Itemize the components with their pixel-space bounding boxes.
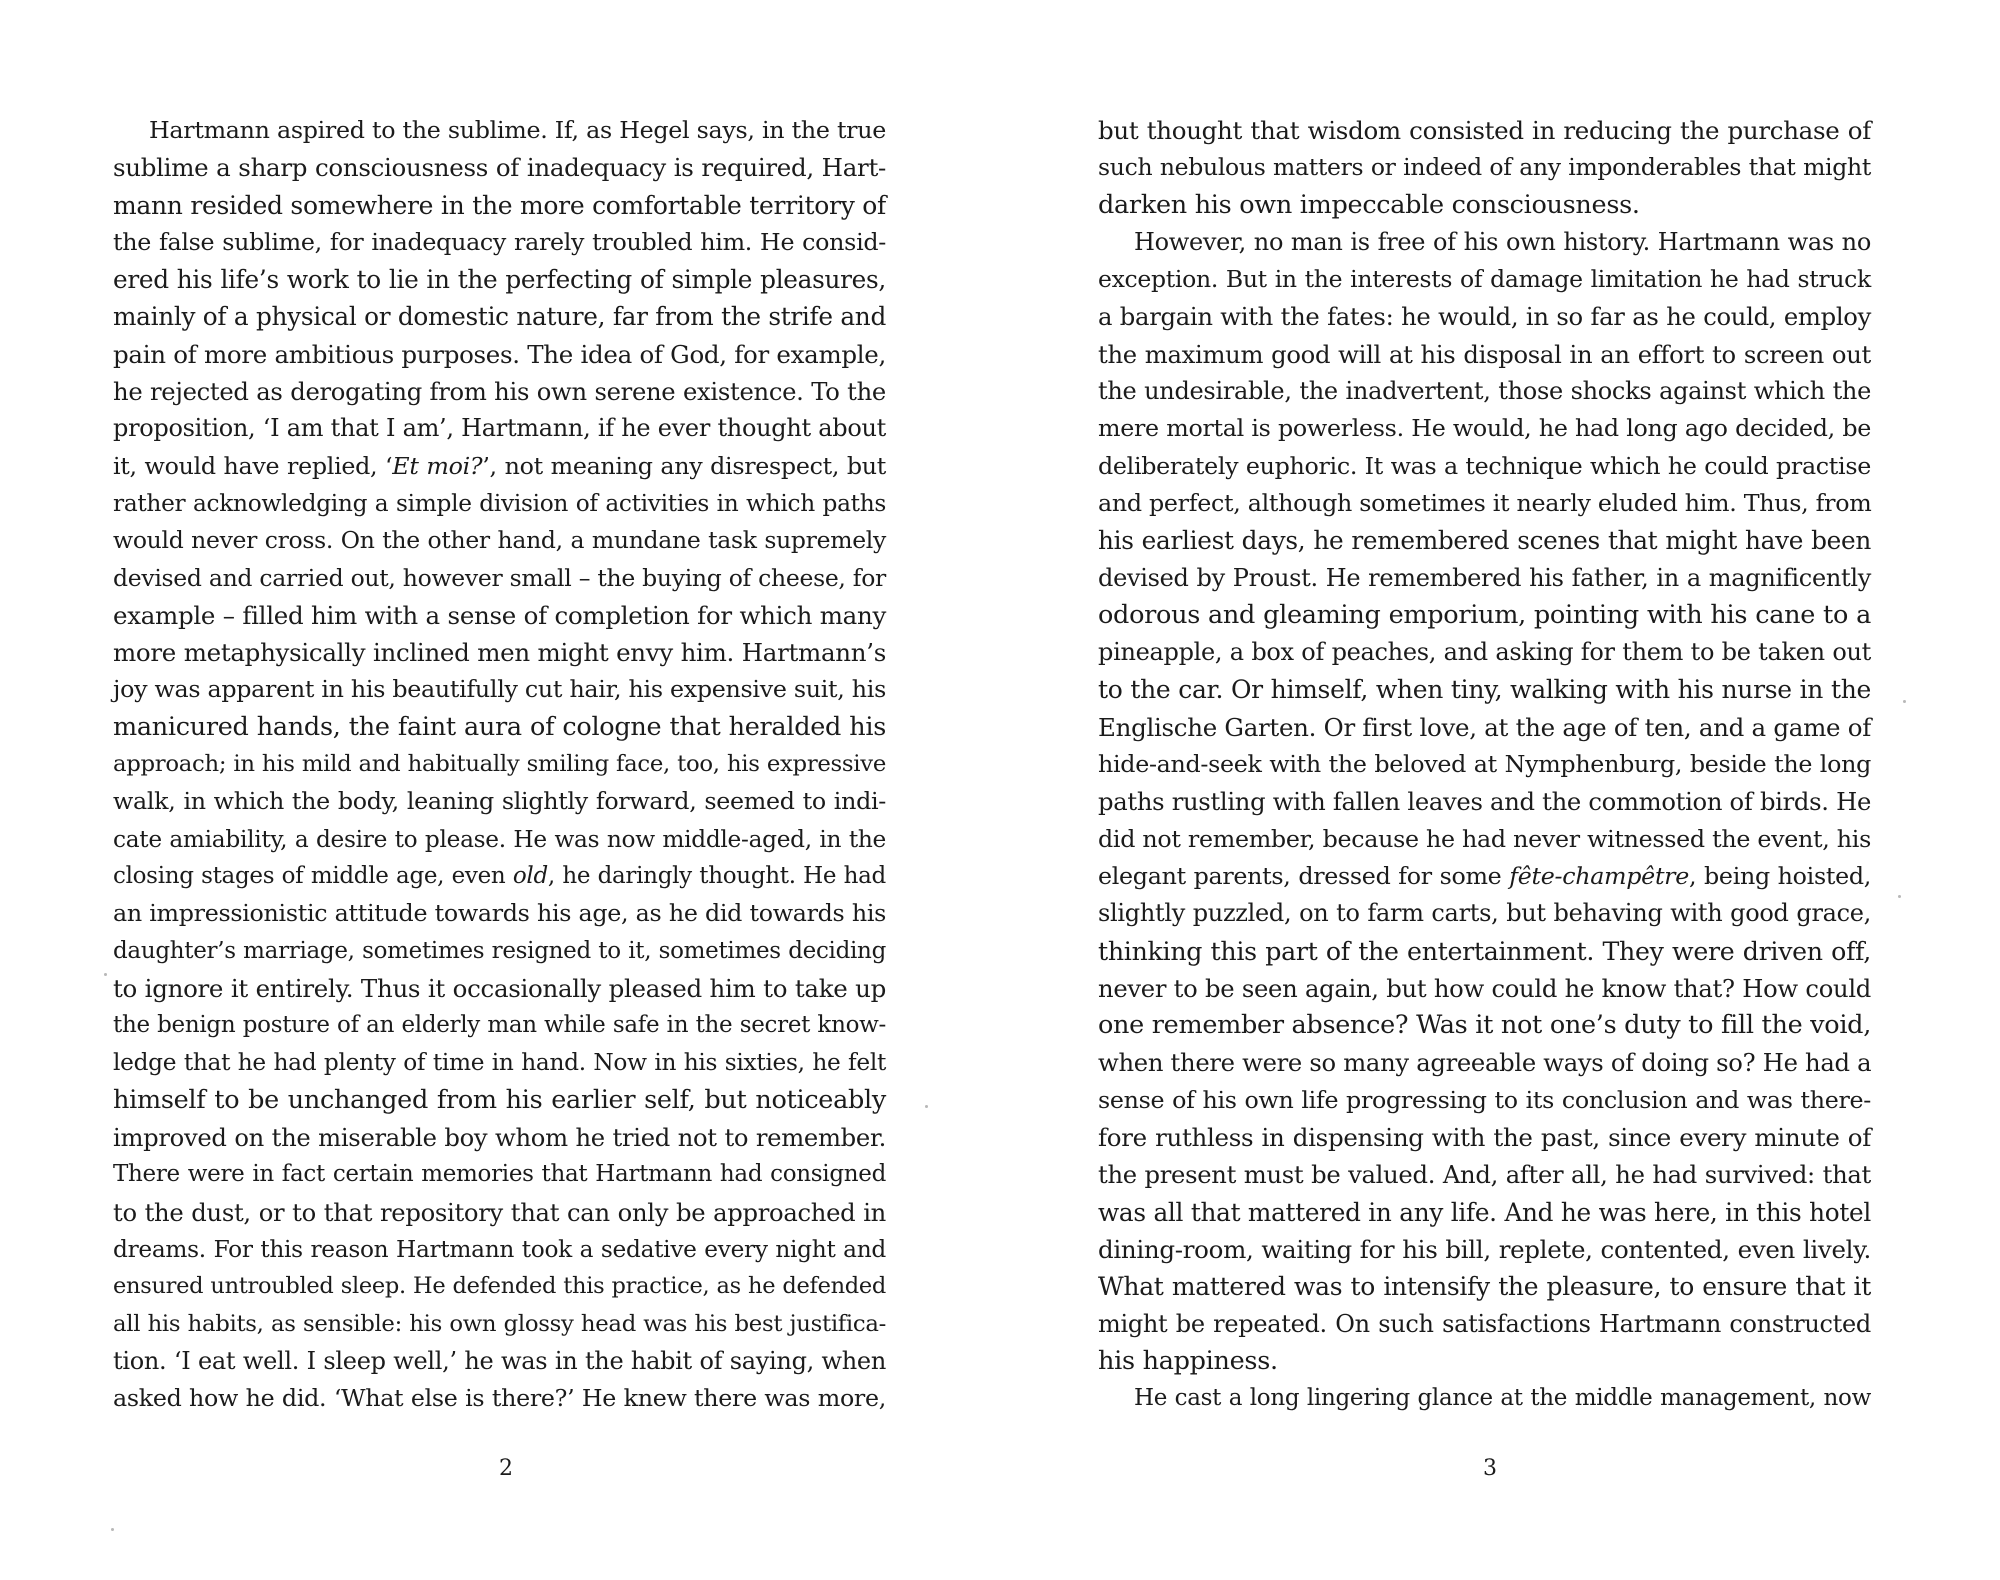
text-line: devised and carried out, however small – the buying of cheese, for bbox=[113, 563, 886, 592]
text-line: odorous and gleaming emporium, pointing with his cane to a bbox=[1098, 599, 1871, 630]
text-line bbox=[113, 448, 886, 485]
text-line: to ignore it entirely. Thus it occasionally pleased him to take up bbox=[113, 973, 886, 1003]
text-line: pineapple, a box of peaches, and asking for them to be taken out bbox=[1098, 638, 1871, 667]
text-line: such nebulous matters or indeed of any imponderables that might bbox=[1098, 153, 1871, 182]
text-line: his happiness. bbox=[1098, 1345, 1278, 1376]
text-line: mann resided somewhere in the more comfortable territory of bbox=[113, 190, 886, 220]
scan-speck bbox=[104, 973, 107, 976]
right-page bbox=[1000, 0, 2000, 1580]
text-line: might be repeated. On such satisfactions Hartmann constructed bbox=[1098, 1309, 1871, 1338]
text-segment: it, would have replied, ‘ bbox=[113, 451, 393, 480]
text-line: daughter’s marriage, sometimes resigned to it, sometimes deciding bbox=[113, 937, 886, 964]
text-line: himself to be unchanged from his earlier self, but noticeably bbox=[113, 1084, 886, 1115]
text-line: He cast a long lingering glance at the middle management, now bbox=[1134, 1385, 1871, 1412]
text-line: ered his life’s work to lie in the perfecting of simple pleasures, bbox=[113, 265, 886, 295]
text-line: dreams. For this reason Hartmann took a sedative every night and bbox=[113, 1235, 886, 1263]
text-line: exception. But in the interests of damage limitation he had struck bbox=[1098, 265, 1871, 294]
text-segment: , he daringly thought. He had bbox=[547, 862, 886, 889]
text-line: tion. ‘I eat well. I sleep well,’ he was in the habit of saying, when bbox=[113, 1346, 886, 1375]
text-line: but thought that wisdom consisted in reducing the purchase of bbox=[1098, 116, 1871, 145]
text-line: when there were so many agreeable ways of doing so? He had a bbox=[1098, 1048, 1872, 1078]
text-segment: , being hoisted, bbox=[1689, 861, 1871, 890]
italic-phrase: fête-champêtre bbox=[1509, 861, 1689, 890]
scan-speck bbox=[1903, 700, 1906, 703]
text-line: to the dust, or to that repository that can only be approached in bbox=[113, 1197, 886, 1227]
text-line: ledge that he had plenty of time in hand. Now in his sixties, he felt bbox=[113, 1049, 886, 1077]
text-line: the benign posture of an elderly man while safe in the secret know- bbox=[113, 1012, 886, 1039]
text-line: mainly of a physical or domestic nature, far from the strife and bbox=[113, 302, 886, 332]
page-number: 3 bbox=[1483, 1456, 1497, 1481]
text-line: and perfect, although sometimes it nearly eluded him. Thus, from bbox=[1098, 488, 1872, 517]
text-line: cate amiability, a desire to please. He was now middle-aged, in the bbox=[113, 825, 886, 853]
text-line: walk, in which the body, leaning slightly forward, seemed to indi- bbox=[113, 787, 886, 816]
scan-speck bbox=[111, 1528, 114, 1531]
text-line: proposition, ‘I am that I am’, Hartmann, if he ever thought about bbox=[113, 414, 886, 443]
text-line: the undesirable, the inadvertent, those shocks against which the bbox=[1098, 377, 1871, 406]
text-line: fore ruthless in dispensing with the past, since every minute of bbox=[1098, 1123, 1871, 1153]
text-line: would never cross. On the other hand, a mundane task supremely bbox=[113, 526, 886, 555]
text-line: was all that mattered in any life. And he was here, in this hotel bbox=[1098, 1197, 1871, 1227]
text-line: a bargain with the fates: he would, in so far as he could, employ bbox=[1098, 302, 1871, 332]
text-line: one remember absence? Was it not one’s duty to fill the void, bbox=[1098, 1010, 1872, 1041]
text-line: approach; in his mild and habitually smiling face, too, his expressive bbox=[113, 751, 886, 778]
text-line: manicured hands, the faint aura of cologne that heralded his bbox=[113, 711, 886, 742]
text-line: he rejected as derogating from his own serene existence. To the bbox=[113, 377, 886, 407]
text-line: the present must be valued. And, after all, he had survived: that bbox=[1098, 1160, 1871, 1190]
text-line: Englische Garten. Or first love, at the age of ten, and a game of bbox=[1098, 712, 1871, 742]
text-line bbox=[1098, 858, 1871, 895]
text-line: sense of his own life progressing to its conclusion and was there- bbox=[1098, 1085, 1871, 1114]
scan-speck bbox=[1898, 895, 1901, 898]
text-line: mere mortal is powerless. He would, he had long ago decided, be bbox=[1098, 414, 1871, 443]
italic-phrase: Et moi? bbox=[392, 451, 483, 480]
text-line: However, no man is free of his own history. Hartmann was no bbox=[1134, 227, 1871, 256]
text-segment: ’, not meaning any disrespect, but bbox=[482, 451, 886, 480]
text-line: thinking this part of the entertainment. They were driven off, bbox=[1098, 936, 1871, 966]
text-line: hide-and-seek with the beloved at Nymphenburg, beside the long bbox=[1098, 750, 1871, 779]
text-line: his earliest days, he remembered scenes that might have been bbox=[1098, 526, 1871, 556]
text-line: an impressionistic attitude towards his age, as he did towards his bbox=[113, 899, 886, 928]
text-line: improved on the miserable boy whom he tried not to remember. bbox=[113, 1123, 886, 1153]
text-line: What mattered was to intensify the pleasure, to ensure that it bbox=[1098, 1272, 1871, 1302]
page-number: 2 bbox=[499, 1456, 513, 1481]
text-line: example – filled him with a sense of completion for which many bbox=[113, 600, 886, 630]
text-line: dining-room, waiting for his bill, replete, contented, even lively. bbox=[1098, 1234, 1871, 1264]
text-line: devised by Proust. He remembered his father, in a magnificently bbox=[1098, 563, 1871, 592]
text-line: the maximum good will at his disposal in an effort to screen out bbox=[1098, 339, 1871, 369]
text-line: There were in fact certain memories that Hartmann had consigned bbox=[113, 1161, 886, 1188]
text-line: all his habits, as sensible: his own glossy head was his best justifica- bbox=[113, 1310, 886, 1337]
text-line: ensured untroubled sleep. He defended this practice, as he defended bbox=[113, 1273, 886, 1300]
text-line: the false sublime, for inadequacy rarely troubled him. He consid- bbox=[113, 227, 886, 256]
text-line: paths rustling with fallen leaves and the commotion of birds. He bbox=[1098, 787, 1871, 817]
text-line: sublime a sharp consciousness of inadequacy is required, Hart- bbox=[113, 153, 886, 183]
text-line: to the car. Or himself, when tiny, walking with his nurse in the bbox=[1098, 675, 1871, 705]
text-line: deliberately euphoric. It was a technique which he could practise bbox=[1098, 451, 1871, 480]
right-page-text bbox=[1098, 112, 1871, 1417]
text-segment: closing stages of middle age, even bbox=[113, 862, 513, 889]
text-line: joy was apparent in his beautifully cut hair, his expensive suit, his bbox=[113, 675, 886, 704]
text-line: rather acknowledging a simple division of activities in which paths bbox=[113, 489, 886, 517]
left-page-text bbox=[113, 112, 886, 1417]
text-line: asked how he did. ‘What else is there?’ He knew there was more, bbox=[113, 1384, 886, 1413]
text-line: slightly puzzled, on to farm carts, but behaving with good grace, bbox=[1098, 899, 1871, 928]
text-line: never to be seen again, but how could he know that? How could bbox=[1098, 973, 1871, 1003]
text-line: more metaphysically inclined men might envy him. Hartmann’s bbox=[113, 638, 886, 668]
text-line: did not remember, because he had never witnessed the event, his bbox=[1098, 824, 1871, 853]
italic-phrase: old bbox=[512, 862, 548, 889]
text-segment: elegant parents, dressed for some bbox=[1098, 861, 1510, 890]
text-line: Hartmann aspired to the sublime. If, as Hegel says, in the true bbox=[149, 116, 886, 144]
text-line: pain of more ambitious purposes. The idea of God, for example, bbox=[113, 339, 886, 369]
scan-speck bbox=[925, 1105, 928, 1108]
text-line bbox=[113, 858, 886, 895]
text-line: darken his own impeccable consciousness. bbox=[1098, 189, 1640, 220]
